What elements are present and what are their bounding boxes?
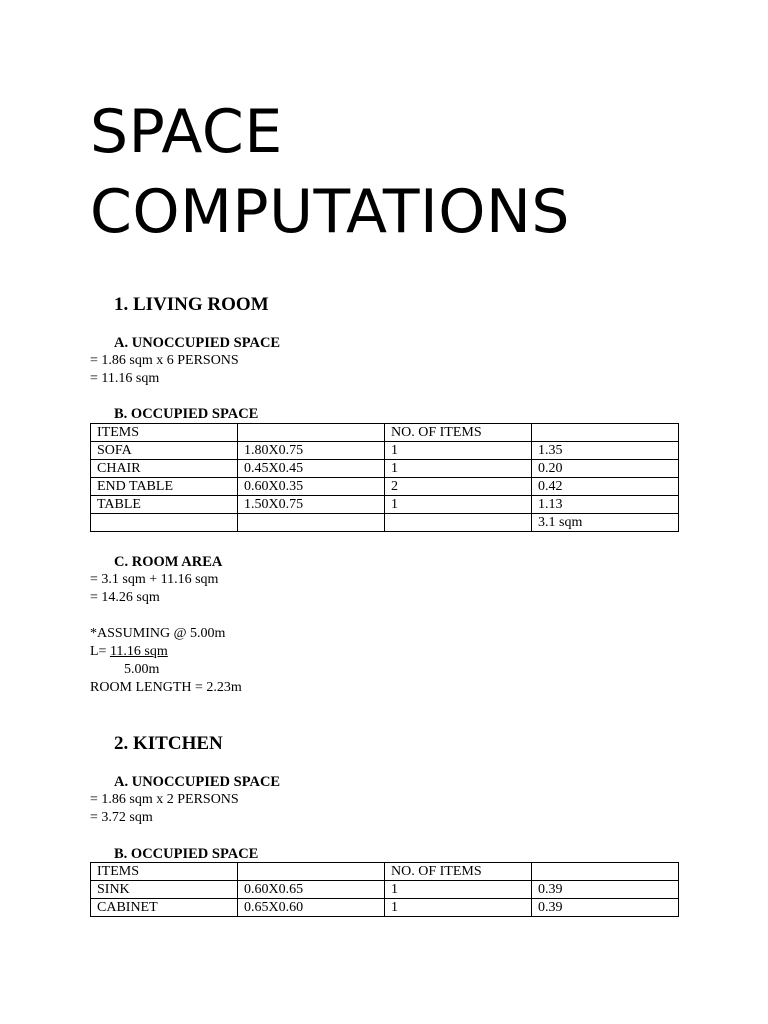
table-total-row [91,514,679,532]
table-row [91,442,679,460]
table-row [91,496,679,514]
kitchen-unoccupied-line-2: = 3.72 sqm [90,810,153,825]
table-row [91,478,679,496]
living-room-heading: 1. LIVING ROOM [114,294,269,315]
table-cell: 0.39 [532,881,679,899]
length-formula [90,643,168,661]
table-cell: NO. OF ITEMS [385,863,532,881]
table-cell: 1 [385,496,532,514]
table-cell [532,863,679,881]
table-cell: 1.13 [532,496,679,514]
kitchen-unoccupied-heading: A. UNOCCUPIED SPACE [114,774,281,790]
length-prefix: L= [90,644,110,659]
kitchen-unoccupied-line-1: = 1.86 sqm x 2 PERSONS [90,792,239,807]
kitchen-heading: 2. KITCHEN [114,733,223,754]
living-room-occupied-heading: B. OCCUPIED SPACE [114,406,259,422]
living-room-unoccupied-line-2: = 11.16 sqm [90,371,160,386]
table-row [91,460,679,478]
table-cell [91,514,238,532]
table-cell: 0.42 [532,478,679,496]
table-cell: 0.20 [532,460,679,478]
title-line-1: SPACE [90,97,283,167]
room-length-result: ROOM LENGTH = 2.23m [90,680,242,695]
table-cell: 1.80X0.75 [238,442,385,460]
table-cell [385,514,532,532]
living-room-unoccupied-heading: A. UNOCCUPIED SPACE [114,335,281,351]
table-header-row [91,424,679,442]
table-cell: 1.35 [532,442,679,460]
table-cell: 0.65X0.60 [238,899,385,917]
living-room-occupied-table [90,423,679,532]
kitchen-occupied-table [90,862,679,917]
table-row [91,899,679,917]
title-line-2: COMPUTATIONS [90,177,570,247]
table-cell: 0.39 [532,899,679,917]
table-cell: 1.50X0.75 [238,496,385,514]
table-cell [238,424,385,442]
length-numerator: 11.16 sqm [109,644,168,659]
living-room-area-line-2: = 14.26 sqm [90,590,160,605]
table-cell: ITEMS [91,863,238,881]
table-row [91,881,679,899]
table-cell: 3.1 sqm [532,514,679,532]
living-room-area-line-1: = 3.1 sqm + 11.16 sqm [90,572,219,587]
table-cell: 1 [385,442,532,460]
page-title [90,92,570,252]
length-denominator: 5.00m [124,662,160,677]
table-cell: 0.45X0.45 [238,460,385,478]
living-room-unoccupied-line-1: = 1.86 sqm x 6 PERSONS [90,353,239,368]
table-cell: 1 [385,881,532,899]
table-cell: ITEMS [91,424,238,442]
table-cell: END TABLE [91,478,238,496]
table-cell: CHAIR [91,460,238,478]
table-cell: TABLE [91,496,238,514]
assumption-line: *ASSUMING @ 5.00m [90,626,226,641]
table-cell: SOFA [91,442,238,460]
table-cell: 2 [385,478,532,496]
table-cell: NO. OF ITEMS [385,424,532,442]
table-cell [238,514,385,532]
table-cell: CABINET [91,899,238,917]
living-room-area-heading: C. ROOM AREA [114,554,223,570]
table-cell: 1 [385,899,532,917]
kitchen-occupied-heading: B. OCCUPIED SPACE [114,846,259,862]
table-cell: 0.60X0.35 [238,478,385,496]
table-cell: 1 [385,460,532,478]
table-cell: SINK [91,881,238,899]
table-cell [532,424,679,442]
table-header-row [91,863,679,881]
table-cell: 0.60X0.65 [238,881,385,899]
table-cell [238,863,385,881]
